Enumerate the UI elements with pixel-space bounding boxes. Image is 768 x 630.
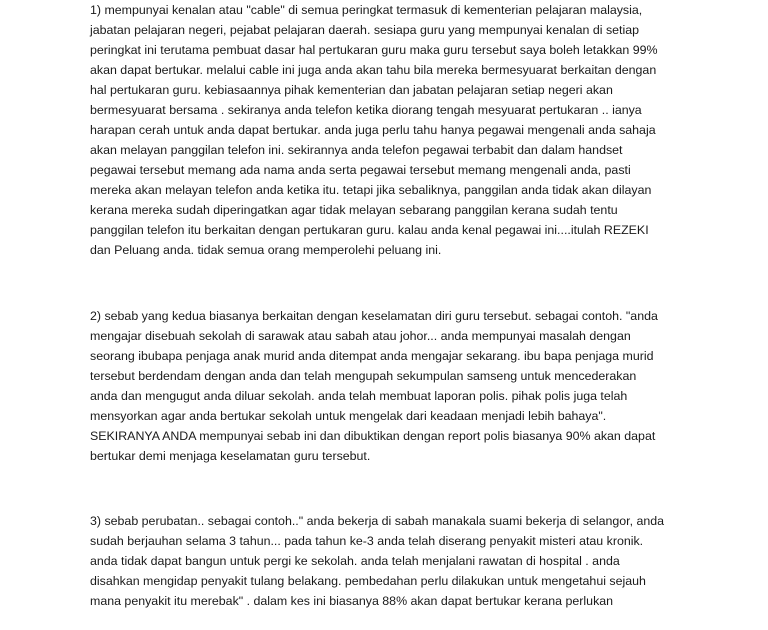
text-line: sudah berjauhan selama 3 tahun... pada tahun ke-3 anda telah diserang penyakit misteri atau kronik. xyxy=(90,534,644,548)
text-line: harapan cerah untuk anda dapat bertukar. anda juga perlu tahu hanya pegawai mengenali anda sahaja xyxy=(90,123,656,137)
text-line: akan melayan panggilan telefon ini. sekirannya anda telefon pegawai terbabit dan dalam handset xyxy=(90,143,623,157)
paragraph-2 xyxy=(90,306,690,466)
text-line: 3) sebab perubatan.. sebagai contoh.." anda bekerja di sabah manakala suami bekerja di selangor, anda xyxy=(90,514,665,528)
text-line: bertukar demi menjaga keselamatan guru tersebut. xyxy=(90,449,371,463)
paragraph-3 xyxy=(90,511,690,611)
text-line: bermesyuarat bersama . sekiranya anda telefon ketika diorang tengah mesyuarat pertukaran .. ianya xyxy=(90,103,642,117)
text-line: 1) mempunyai kenalan atau "cable" di semua peringkat termasuk di kementerian pelajaran malaysia, xyxy=(90,3,643,17)
text-line: panggilan telefon itu berkaitan dengan pertukaran guru. kalau anda kenal pegawai ini....itulah REZEKI xyxy=(90,223,649,237)
paragraph-1 xyxy=(90,0,690,260)
text-line: SEKIRANYA ANDA mempunyai sebab ini dan dibuktikan dengan report polis biasanya 90% akan dapat xyxy=(90,429,656,443)
text-line: mensyorkan agar anda bertukar sekolah untuk mengelak dari keadaan menjadi lebih bahaya". xyxy=(90,409,607,423)
text-line: kerana mereka sudah diperingatkan agar tidak melayan sebarang panggilan kerana sudah tentu xyxy=(90,203,618,217)
text-line: mereka akan melayan telefon anda ketika itu. tetapi jika sebaliknya, panggilan anda tidak akan dilayan xyxy=(90,183,652,197)
text-line: mengajar disebuah sekolah di sarawak atau sabah atau johor... anda mempunyai masalah dengan xyxy=(90,329,631,343)
text-line: anda dan mengugut anda diluar sekolah. anda telah membuat laporan polis. pihak polis juga telah xyxy=(90,389,628,403)
text-line: pegawai tersebut memang ada nama anda serta pegawai tersebut memang mengenali anda, pasti xyxy=(90,163,631,177)
text-line: 2) sebab yang kedua biasanya berkaitan dengan keselamatan diri guru tersebut. sebagai contoh. "anda xyxy=(90,309,658,323)
text-line: mana penyakit itu merebak" . dalam kes ini biasanya 88% akan dapat bertukar kerana perlukan xyxy=(90,594,614,608)
text-line: anda tidak dapat bangun untuk pergi ke sekolah. anda telah menjalani rawatan di hospital . anda xyxy=(90,554,620,568)
text-line: seorang ibubapa penjaga anak murid anda ditempat anda mengajar sekarang. ibu bapa penjaga murid xyxy=(90,349,654,363)
text-line: peringkat ini terutama pembuat dasar hal pertukaran guru maka guru tersebut saya boleh letakkan 99% xyxy=(90,43,658,57)
text-line: hal pertukaran guru. kebiasaannya pihak kementerian dan jabatan pelajaran setiap negeri akan xyxy=(90,83,613,97)
text-line: jabatan pelajaran negeri, pejabat pelajaran daerah. sesiapa guru yang mempunyai kenalan di setiap xyxy=(90,23,640,37)
text-line: disahkan mengidap penyakit tulang belakang. pembedahan perlu dilakukan untuk mengetahui sejauh xyxy=(90,574,646,588)
text-line: dan Peluang anda. tidak semua orang memperolehi peluang ini. xyxy=(90,243,442,257)
text-line: akan dapat bertukar. melalui cable ini juga anda akan tahu bila mereka bermesyuarat berkaitan dengan xyxy=(90,63,657,77)
text-line: tersebut berdendam dengan anda dan telah mengupah sekumpulan samseng untuk mencederakan xyxy=(90,369,637,383)
